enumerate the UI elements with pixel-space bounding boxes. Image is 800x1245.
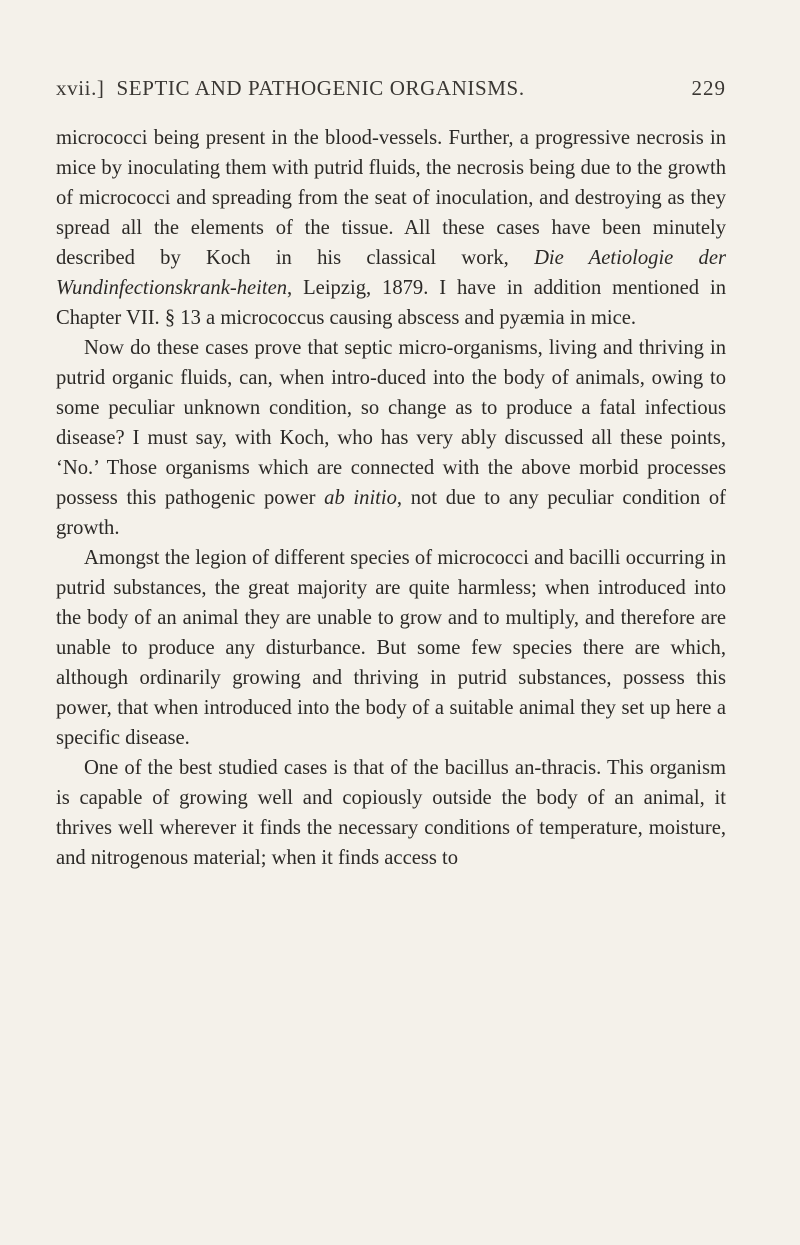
body-text <box>56 123 726 873</box>
paragraph <box>56 333 726 543</box>
chapter-marker: xvii.] <box>56 76 105 100</box>
paragraph <box>56 123 726 333</box>
page-number: 229 <box>691 76 726 100</box>
paragraph <box>56 543 726 753</box>
text-segment: One of the best studied cases is that of the bacillus an-thracis. This organism is capable of growing well and copiously outside the body of an animal, it thrives well wherever it finds the necessary conditions of temperature, moisture, and nitrogenous material; when it finds access to <box>56 757 726 869</box>
text-segment: Amongst the legion of different species of micrococci and bacilli occurring in putrid substances, the great majority are quite harmless; when introduced into the body of an animal they are unable to grow and to multiply, and therefore are unable to produce any disturbance. But some few species there are which, although ordinarily growing and thriving in putrid substances, possess this power, that when introduced into the body of a suitable animal they set up here a specific disease. <box>56 547 726 749</box>
running-title: SEPTIC AND PATHOGENIC ORGANISMS. <box>116 76 525 100</box>
paragraph <box>56 753 726 873</box>
italic-phrase: ab initio <box>324 487 397 509</box>
text-segment: Now do these cases prove that septic micro-organisms, living and thriving in putrid organic fluids, can, when intro-duced into the body of animals, owing to some peculiar unknown condition, so change as to produce a fatal infectious disease? I must say, with Koch, who has very ably discussed all these points, ‘No.’ Those organisms which are connected with the above morbid processes possess this pathogenic power <box>56 337 726 509</box>
text-segment: , Leipzig, 1879. I have in addition mentioned in Chapter VII. § 13 a micrococcus causing abscess and pyæmia in mice. <box>56 277 726 329</box>
italic-title: Die Aetiologie der Wundinfectionskrank-heiten <box>56 247 726 299</box>
text-segment: micrococci being present in the blood-vessels. Further, a progressive necrosis in mice by inoculating them with putrid fluids, the necrosis being due to the growth of micrococci and spreading from the seat of inoculation, and destroying as they spread all the elements of the tissue. All these cases have been minutely described by Koch in his classical work, <box>56 127 726 269</box>
text-segment: , not due to any peculiar condition of growth. <box>56 487 726 539</box>
running-head <box>56 76 726 101</box>
